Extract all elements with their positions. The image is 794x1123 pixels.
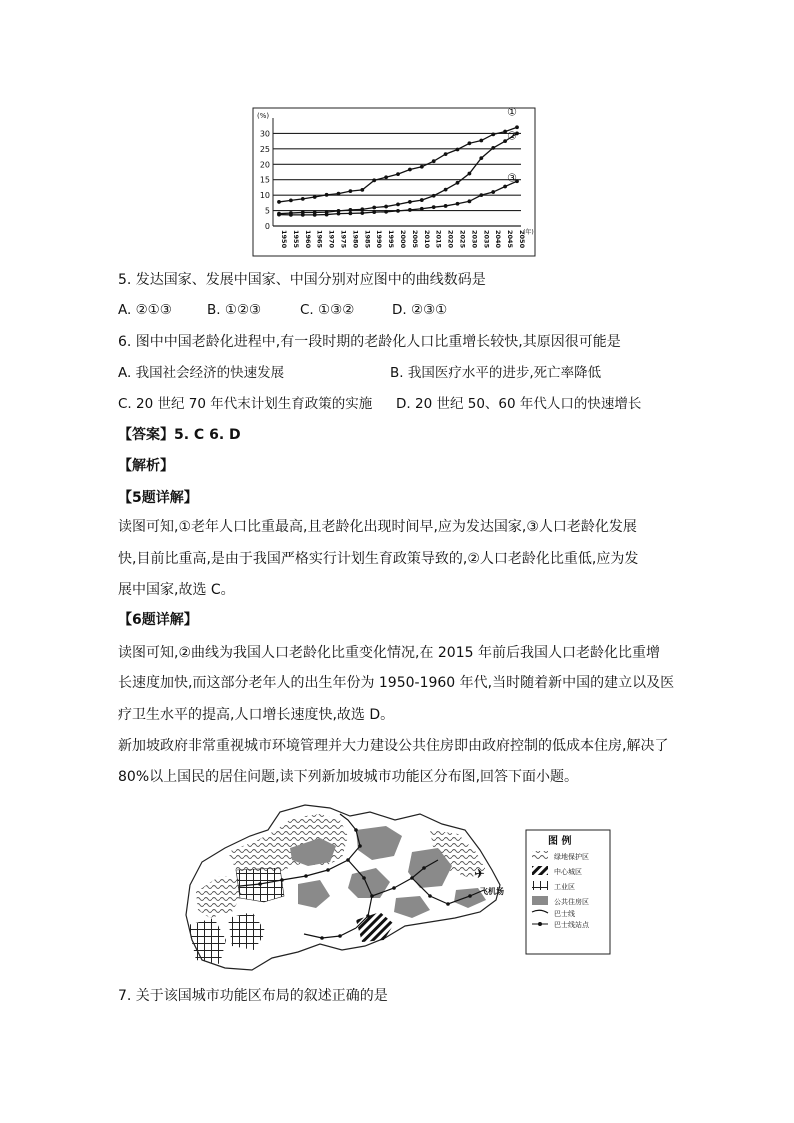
legend-swatch-bus-station-dot bbox=[538, 922, 542, 926]
airplane-icon: ✈ bbox=[474, 867, 485, 882]
series-3-point bbox=[337, 212, 341, 216]
series-3-point bbox=[313, 213, 317, 217]
series-1-point bbox=[491, 132, 495, 136]
series-3-point bbox=[360, 211, 364, 215]
legend-title: 图 例 bbox=[548, 836, 572, 847]
q7-stem: 7. 关于该国城市功能区布局的叙述正确的是 bbox=[118, 988, 388, 1004]
q6-stem: 6. 图中中国老龄化进程中,有一段时期的老龄化人口比重增长较快,其原因很可能是 bbox=[118, 334, 621, 350]
series-3-point bbox=[444, 204, 448, 208]
intro-line-2: 80%以上国民的居住问题,读下列新加坡城市功能区分布图,回答下面小题。 bbox=[118, 769, 579, 785]
x-tick-label: 1955 bbox=[291, 230, 300, 249]
series-3-point bbox=[408, 208, 412, 212]
x-tick-label: 2020 bbox=[446, 230, 455, 249]
legend-label-bus-line: 巴士线 bbox=[554, 910, 575, 918]
y-tick-label: 20 bbox=[259, 160, 270, 170]
x-tick-label: 1960 bbox=[303, 230, 312, 249]
series-1-point bbox=[337, 192, 341, 196]
series-2-point bbox=[468, 172, 472, 176]
aging-population-line-chart bbox=[251, 106, 537, 258]
series-2-point bbox=[360, 207, 364, 211]
map-legend bbox=[526, 830, 610, 954]
x-tick-label: 2005 bbox=[410, 230, 419, 249]
series-1-point bbox=[325, 193, 329, 197]
detail5-line-2: 快,目前比重高,是由于我国严格实行计划生育政策导致的,②人口老龄化比重低,应为发 bbox=[118, 551, 639, 567]
q5-option-a: A. ②①③ bbox=[118, 302, 172, 318]
answer-line: 【答案】5. C 6. D bbox=[118, 427, 241, 443]
y-axis-label: (%) bbox=[257, 112, 270, 120]
series-3-point bbox=[384, 210, 388, 214]
legend-swatch-industrial bbox=[532, 881, 548, 890]
y-tick-label: 25 bbox=[259, 144, 270, 154]
x-tick-label: 1990 bbox=[375, 230, 384, 249]
q5-option-b: B. ①②③ bbox=[207, 302, 262, 318]
series-3-point bbox=[349, 211, 353, 215]
x-tick-label: 1965 bbox=[315, 230, 324, 249]
series-3-point bbox=[277, 213, 281, 217]
x-tick-label: 1985 bbox=[363, 230, 372, 249]
x-tick-label: 2025 bbox=[458, 230, 467, 249]
detail6-line-1: 读图可知,②曲线为我国人口老龄化比重变化情况,在 2015 年前后我国人口老龄化比重增 bbox=[118, 645, 660, 661]
series-3-point bbox=[325, 213, 329, 217]
x-tick-label: 1975 bbox=[339, 230, 348, 249]
series-2-point bbox=[432, 194, 436, 198]
series-2-point bbox=[384, 205, 388, 209]
legend-label-industrial: 工业区 bbox=[554, 883, 575, 891]
q5-option-d: D. ②③① bbox=[392, 302, 448, 318]
x-axis-label: (年) bbox=[523, 229, 534, 236]
series-3-point bbox=[289, 213, 293, 217]
detail6-line-3: 疗卫生水平的提高,人口增长速度快,故选 D。 bbox=[118, 707, 395, 723]
series-1-point bbox=[479, 139, 483, 143]
series-3-point bbox=[479, 193, 483, 197]
series-3-point bbox=[301, 213, 305, 217]
series-1-point bbox=[408, 168, 412, 172]
x-tick-label: 2015 bbox=[434, 230, 443, 249]
series-1-point bbox=[396, 172, 400, 176]
series-2-point bbox=[444, 188, 448, 192]
series-3-point bbox=[503, 185, 507, 189]
legend-label-cbd: 中心城区 bbox=[554, 868, 582, 876]
x-tick-label: 2045 bbox=[506, 230, 515, 249]
x-tick-label: 2030 bbox=[470, 230, 479, 249]
series-1-point bbox=[360, 188, 364, 192]
series-1-point bbox=[444, 152, 448, 156]
series-1-point bbox=[420, 165, 424, 169]
x-tick-label: 2050 bbox=[518, 230, 526, 249]
detail5-heading: 【5题详解】 bbox=[118, 490, 198, 506]
series-3-point bbox=[420, 207, 424, 211]
q6-option-d: D. 20 世纪 50、60 年代人口的快速增长 bbox=[396, 396, 642, 412]
series-3-point bbox=[456, 202, 460, 206]
x-tick-label: 2035 bbox=[482, 230, 491, 249]
series-2-point bbox=[491, 146, 495, 150]
analysis-heading: 【解析】 bbox=[118, 458, 174, 474]
series-1-point bbox=[289, 198, 293, 202]
series-1-point bbox=[432, 159, 436, 163]
series-3-point bbox=[491, 190, 495, 194]
series-3-point bbox=[468, 199, 472, 203]
series-2-point bbox=[456, 181, 460, 185]
x-tick-label: 2040 bbox=[494, 230, 503, 249]
legend-label-housing: 公共住房区 bbox=[554, 898, 589, 906]
series-1-point bbox=[372, 178, 376, 182]
series-2-point bbox=[396, 203, 400, 207]
series-1-point bbox=[349, 189, 353, 193]
legend-label-bus-station: 巴士线站点 bbox=[554, 921, 589, 929]
x-tick-label: 2010 bbox=[422, 230, 431, 249]
legend-swatch-housing bbox=[532, 896, 548, 905]
intro-line-1: 新加坡政府非常重视城市环境管理并大力建设公共住房即由政府控制的低成本住房,解决了 bbox=[118, 738, 669, 754]
q5-stem: 5. 发达国家、发展中国家、中国分别对应图中的曲线数码是 bbox=[118, 272, 486, 288]
series-3-label: ③ bbox=[507, 171, 517, 185]
y-tick-label: 10 bbox=[259, 191, 270, 201]
legend-swatch-cbd bbox=[532, 866, 548, 875]
q6-option-b: B. 我国医疗水平的进步,死亡率降低 bbox=[390, 365, 602, 381]
series-1-point bbox=[301, 197, 305, 201]
q6-option-c: C. 20 世纪 70 年代末计划生育政策的实施 bbox=[118, 396, 373, 412]
series-2-point bbox=[349, 208, 353, 212]
series-3-point bbox=[432, 205, 436, 209]
x-tick-label: 1980 bbox=[351, 230, 360, 249]
series-3-point bbox=[372, 210, 376, 214]
x-tick-label: 1950 bbox=[280, 230, 288, 249]
series-2-label: ② bbox=[507, 129, 517, 143]
detail5-line-3: 展中国家,故选 C。 bbox=[118, 582, 235, 598]
x-tick-label: 1970 bbox=[327, 230, 336, 249]
series-2-point bbox=[479, 156, 483, 160]
airport-label: 飞机场 bbox=[480, 887, 504, 896]
series-2-point bbox=[372, 206, 376, 210]
series-1-point bbox=[468, 141, 472, 145]
series-1-point bbox=[277, 200, 281, 204]
series-1-point bbox=[384, 175, 388, 179]
legend-swatch-green bbox=[532, 851, 548, 860]
detail6-heading: 【6题详解】 bbox=[118, 612, 198, 628]
q6-option-a: A. 我国社会经济的快速发展 bbox=[118, 365, 285, 381]
series-3-point bbox=[396, 209, 400, 213]
y-tick-label: 15 bbox=[259, 175, 270, 185]
detail6-line-2: 长速度加快,而这部分老年人的出生年份为 1950-1960 年代,当时随着新中国的建立以及医 bbox=[118, 675, 675, 691]
singapore-function-zone-map bbox=[180, 800, 620, 980]
x-tick-label: 2000 bbox=[399, 230, 407, 249]
series-1-label: ① bbox=[507, 106, 517, 119]
series-1-point bbox=[313, 195, 317, 199]
y-tick-label: 30 bbox=[259, 129, 270, 139]
legend-label-green: 绿地保护区 bbox=[554, 853, 589, 861]
y-tick-label: 5 bbox=[264, 206, 270, 216]
detail5-line-1: 读图可知,①老年人口比重最高,且老龄化出现时间早,应为发达国家,③人口老龄化发展 bbox=[118, 519, 637, 535]
y-tick-label: 0 bbox=[264, 222, 270, 231]
series-1-point bbox=[456, 148, 460, 152]
x-tick-label: 1995 bbox=[387, 230, 396, 249]
series-2-point bbox=[420, 198, 424, 202]
series-2-point bbox=[408, 200, 412, 204]
q5-option-c: C. ①③② bbox=[300, 302, 355, 318]
